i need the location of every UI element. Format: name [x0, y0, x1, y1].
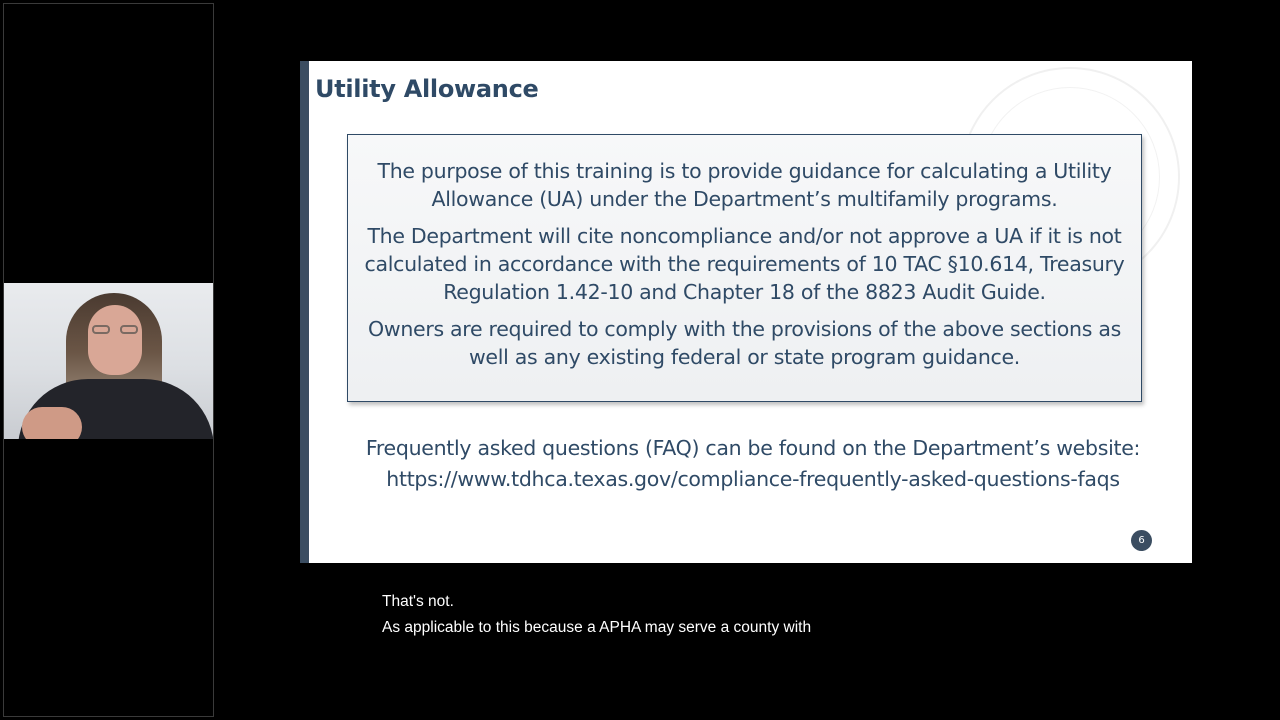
faq-text: Frequently asked questions (FAQ) can be found on the Department’s website: https://www.tdhca.texas.gov/compliance-frequently-asked-questions-faqs [365, 436, 1141, 491]
participant-arm [22, 407, 82, 439]
participant-face [88, 305, 142, 375]
live-captions [382, 589, 1242, 641]
slide-accent-bar [300, 61, 309, 563]
presentation-slide [300, 61, 1192, 563]
slide-content-box [347, 134, 1142, 402]
box-paragraph-owners: Owners are required to comply with the provisions of the above sections as well as any existing federal or state program guidance. [368, 317, 1121, 369]
slide-page-number: 6 [1131, 530, 1152, 551]
box-paragraph-noncompliance: The Department will cite noncompliance and/or not approve a UA if it is not calculated in accordance with the requirements of 10 TAC §10.614, Treasury Regulation 1.42-10 and Chapter 18 of the 8823 Audit Guide. [364, 224, 1125, 304]
participant-panel [3, 3, 214, 717]
participant-video-tile[interactable] [4, 283, 213, 439]
participant-glasses [92, 325, 138, 335]
slide-title: Utility Allowance [315, 75, 539, 103]
caption-line-1: That's not. [382, 593, 454, 610]
box-paragraph-purpose: The purpose of this training is to provide guidance for calculating a Utility Allowance (UA) under the Department’s multifamily programs. [377, 159, 1112, 211]
caption-line-2: As applicable to this because a APHA may serve a county with [382, 619, 812, 636]
